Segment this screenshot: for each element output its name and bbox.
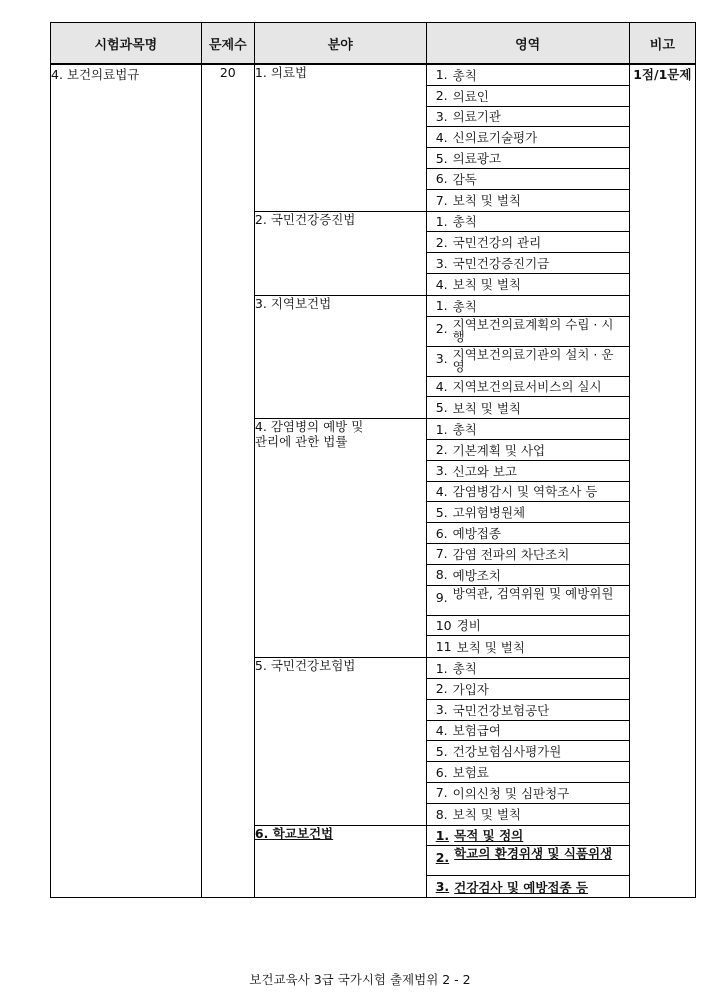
- area-number: 5.: [435, 504, 448, 520]
- area-item: [427, 107, 629, 128]
- area-item: [427, 377, 629, 398]
- area-number: 9.: [435, 589, 448, 605]
- area-text: 건강보험심사평가원: [452, 744, 562, 760]
- area-item: [427, 127, 629, 148]
- area-number: 3.: [435, 255, 448, 271]
- area-text: 학교의 환경위생 및 식품위생: [454, 846, 613, 862]
- area-item: [427, 523, 629, 544]
- field-cell: [254, 211, 426, 295]
- area-text: 보칙 및 벌칙: [452, 400, 521, 416]
- area-number: 4.: [435, 378, 448, 394]
- field-cell: [254, 419, 426, 658]
- area-number: 2.: [435, 442, 448, 458]
- area-text: 총칙: [452, 298, 477, 314]
- header-subject: 시험과목명: [51, 23, 202, 65]
- field-cell: [254, 64, 426, 211]
- area-cell: [426, 419, 629, 658]
- area-text: 보칙 및 벌칙: [452, 277, 521, 293]
- area-number: 3.: [435, 350, 448, 366]
- area-item: [427, 232, 629, 253]
- area-item: [427, 419, 629, 440]
- subject-cell: 4. 보건의료법규: [51, 64, 202, 898]
- area-number: 2.: [435, 234, 448, 250]
- area-item: [427, 274, 629, 295]
- page-footer: 보건교육사 3급 국가시험 출제범위 2 - 2: [249, 972, 471, 987]
- area-number: 6.: [435, 171, 448, 187]
- area-item: [427, 148, 629, 169]
- area-cell: [426, 295, 629, 418]
- area-number: 8.: [435, 806, 448, 822]
- area-text: 예방조치: [452, 567, 501, 583]
- area-item: [427, 741, 629, 762]
- header-note: 비고: [629, 23, 695, 65]
- area-text: 감염 전파의 차단조치: [452, 546, 570, 562]
- area-cell: [426, 64, 629, 211]
- area-number: 2.: [435, 850, 450, 866]
- area-cell: [426, 211, 629, 295]
- area-number: 1.: [435, 660, 448, 676]
- area-number: 1.: [435, 67, 448, 83]
- area-text: 국민건강의 관리: [452, 235, 542, 251]
- area-number: 1.: [435, 298, 448, 314]
- area-number: 7.: [435, 192, 448, 208]
- area-number: 2.: [435, 88, 448, 104]
- area-item: [427, 658, 629, 679]
- area-item: [427, 679, 629, 700]
- area-item: [427, 296, 629, 317]
- area-text: 의료인: [452, 88, 489, 104]
- area-item: [427, 804, 629, 825]
- area-number: 4.: [435, 483, 448, 499]
- area-text: 국민건강증진기금: [452, 256, 550, 272]
- area-number: 4.: [435, 722, 448, 738]
- field-cell: [254, 295, 426, 418]
- area-text: 감염병감시 및 역학조사 등: [452, 484, 598, 500]
- field-title: 2. 국민건강증진법: [254, 211, 356, 227]
- area-number: 8.: [435, 567, 448, 583]
- area-item: [427, 169, 629, 190]
- area-item: [427, 212, 629, 233]
- area-number: 3.: [435, 702, 448, 718]
- area-number: 4.: [435, 276, 448, 292]
- area-text: 총칙: [452, 422, 477, 438]
- area-text: 보칙 및 벌칙: [452, 807, 521, 823]
- area-number: 10: [435, 617, 452, 633]
- area-text: 총칙: [452, 661, 477, 677]
- header-field: 분야: [254, 23, 426, 65]
- area-item: [427, 461, 629, 482]
- area-text: 경비: [456, 618, 481, 634]
- area-item: [427, 190, 629, 211]
- table-row: [51, 64, 696, 211]
- area-item: [427, 565, 629, 586]
- field-title: 5. 국민건강보험법: [254, 658, 356, 674]
- area-number: 3.: [435, 463, 448, 479]
- field-title: 6. 학교보건법: [254, 825, 334, 841]
- area-number: 11: [435, 639, 452, 655]
- area-cell: [426, 825, 629, 898]
- area-item: [427, 783, 629, 804]
- area-number: 5.: [435, 150, 448, 166]
- area-number: 5.: [435, 743, 448, 759]
- area-item: [427, 65, 629, 86]
- area-number: 3.: [435, 879, 450, 895]
- area-item: [427, 636, 629, 657]
- area-number: 2.: [435, 320, 448, 336]
- area-item: [427, 586, 629, 616]
- area-text: 의료기관: [452, 109, 501, 125]
- area-item: [427, 762, 629, 783]
- area-text: 예방접종: [452, 526, 501, 542]
- area-item: [427, 876, 629, 897]
- field-title: 3. 지역보건법: [254, 295, 332, 311]
- area-item: [427, 347, 629, 377]
- header-area: 영역: [426, 23, 629, 65]
- area-number: 6.: [435, 764, 448, 780]
- area-number: 3.: [435, 108, 448, 124]
- area-text: 보칙 및 벌칙: [452, 193, 521, 209]
- field-cell: [254, 825, 426, 898]
- area-text: 신고와 보고: [452, 463, 518, 479]
- area-item: [427, 544, 629, 565]
- area-number: 5.: [435, 400, 448, 416]
- area-number: 1.: [435, 213, 448, 229]
- area-text: 건강검사 및 예방접종 등: [454, 879, 588, 895]
- area-number: 7.: [435, 785, 448, 801]
- area-text: 의료광고: [452, 151, 501, 167]
- area-item: [427, 616, 629, 637]
- area-item: [427, 700, 629, 721]
- area-text: 총칙: [452, 214, 477, 230]
- area-item: [427, 482, 629, 503]
- area-text: 신의료기술평가: [452, 130, 538, 146]
- area-text: 감독: [452, 171, 477, 187]
- area-item: [427, 826, 629, 847]
- area-number: 7.: [435, 546, 448, 562]
- area-item: [427, 721, 629, 742]
- count-cell: 20: [201, 64, 254, 898]
- field-cell: [254, 658, 426, 825]
- area-item: [427, 397, 629, 418]
- area-item: [427, 253, 629, 274]
- area-text: 가입자: [452, 681, 489, 697]
- area-item: [427, 846, 629, 876]
- area-text: 보칙 및 벌칙: [456, 639, 525, 655]
- area-number: 4.: [435, 129, 448, 145]
- header-count: 문제수: [201, 23, 254, 65]
- area-text: 고위험병원체: [452, 505, 526, 521]
- note-cell: 1점/1문제: [629, 64, 695, 898]
- area-text: 방역관, 검역위원 및 예방위원: [452, 585, 614, 601]
- exam-scope-table: [50, 22, 696, 898]
- table-header-row: [51, 23, 696, 65]
- area-item: [427, 440, 629, 461]
- area-number: 2.: [435, 681, 448, 697]
- field-title: 1. 의료법: [254, 65, 308, 80]
- area-text: 지역보건의료기관의 설치 · 운영: [452, 346, 614, 374]
- area-text: 지역보건의료계획의 수립 · 시행: [452, 316, 614, 344]
- area-item: [427, 502, 629, 523]
- area-text: 보험급여: [452, 723, 501, 739]
- area-number: 6.: [435, 525, 448, 541]
- area-text: 기본계획 및 사업: [452, 442, 546, 458]
- area-text: 지역보건의료서비스의 실시: [452, 379, 602, 395]
- area-text: 이의신청 및 심판청구: [452, 785, 570, 801]
- area-cell: [426, 658, 629, 825]
- area-item: [427, 86, 629, 107]
- area-text: 목적 및 정의: [454, 828, 524, 844]
- area-text: 보험료: [452, 765, 489, 780]
- area-text: 국민건강보험공단: [452, 702, 550, 718]
- field-title: 4. 감염병의 예방 및 관리에 관한 법률: [254, 419, 364, 450]
- area-item: [427, 317, 629, 347]
- area-number: 1.: [435, 827, 450, 843]
- area-text: 총칙: [452, 67, 477, 83]
- area-number: 1.: [435, 421, 448, 437]
